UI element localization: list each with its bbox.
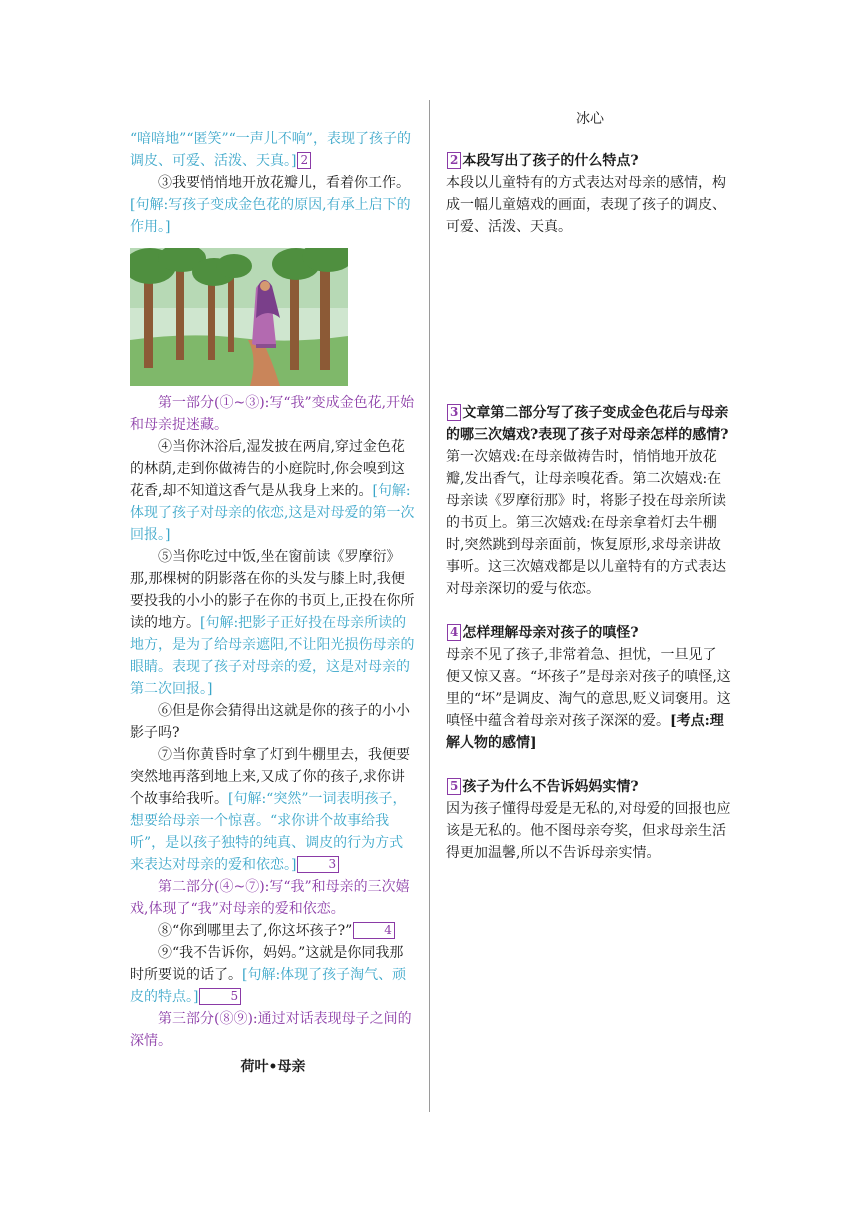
paragraph-5: ⑤当你吃过中饭,坐在窗前读《罗摩衍》那,那棵树的阴影落在你的头发与膝上时,我便要投我的小小的影子在你的书页上,正投在你所读的地方。[句解:把影子正好投在母亲所读的地方，是为了给母亲遮阳,不让阳光损伤母亲的眼睛。表现了孩子对母亲的爱，这是对母亲的第二次回报。] <box>130 549 415 697</box>
exam-point-tag: [考点:理解人物的感情] <box>446 713 724 751</box>
annotation-marker: 2 <box>297 152 311 169</box>
part-1-summary: 第一部分(①~③):写“我”变成金色花,开始和母亲捉迷藏。 <box>130 395 415 433</box>
part-3-summary: 第三部分(⑧⑨):通过对话表现母子之间的深情。 <box>130 1011 412 1049</box>
answer-4-line1: 母亲不见了孩子,非常着急、担忧，一旦见了 <box>446 647 717 663</box>
question-number: 3 <box>447 404 461 421</box>
answer-2: 本段以儿童特有的方式表达对母亲的感情，构成一幅儿童嬉戏的画面，表现了孩子的调皮、可爱、活泼、天真。 <box>446 175 726 235</box>
author-name: 冰心 <box>576 111 604 127</box>
question-4: 4 怎样理解母亲对孩子的嗔怪? 母亲不见了孩子,非常着急、担忧，一旦见了 便又惊又喜。“坏孩子”是母亲对孩子的嗔怪,这里的“坏”是调皮、淘气的意思,贬义词褒用。这嗔怪中蕴含着母亲对孩子深深的爱。[考点:理解人物的感情] <box>446 622 734 754</box>
paragraph-9: ⑨“我不告诉你，妈妈。”这就是你同我那时所要说的话了。[句解:体现了孩子淘气、顽皮的特点。] 5 <box>130 945 407 1005</box>
right-column <box>446 108 734 864</box>
part-2-summary: 第二部分(④~⑦):写“我”和母亲的三次嬉戏,体现了“我”对母亲的爱和依恋。 <box>130 879 410 917</box>
answer-4-body: 便又惊又喜。“坏孩子”是母亲对孩子的嗔怪,这里的“坏”是调皮、淘气的意思,贬义词褒用。这嗔怪中蕴含着母亲对孩子深深的爱。[考点:理解人物的感情] <box>446 669 731 751</box>
annotation-marker: 5 <box>199 988 241 1005</box>
answer-5: 因为孩子懂得母爱是无私的,对母爱的回报也应该是无私的。他不图母亲夸奖，但求母亲生活得更加温馨,所以不告诉母亲实情。 <box>446 801 731 861</box>
answer-3: 第一次嬉戏:在母亲做祷告时，悄悄地开放花瓣,发出香气，让母亲嗅花香。第二次嬉戏:在母亲读《罗摩衍那》时，将影子投在母亲所读的书页上。第三次嬉戏:在母亲拿着灯去牛棚时,突然跳到母亲面前，恢复原形,求母亲讲故事听。这三次嬉戏都是以儿童特有的方式表达对母亲深切的爱与依恋。 <box>446 449 726 597</box>
annotation-marker: 3 <box>297 856 339 873</box>
column-divider <box>429 100 430 1112</box>
paragraph-7: ⑦当你黄昏时拿了灯到牛棚里去，我便要突然地再落到地上来,又成了你的孩子,求你讲个故事给我听。[句解:“突然”一词表明孩子，想要给母亲一个惊喜。“求你讲个故事给我听”，是以孩子独特的纯真、调皮的行为方式来表达对母亲的爱和依恋。] 3 <box>130 747 410 873</box>
illustration-mother-in-forest <box>130 248 348 386</box>
paragraph-2-note: “喑喑地”“匿笑”“一声儿不响”，表现了孩子的调皮、可爱、活泼、天真。] 2 <box>130 131 411 169</box>
question-3: 3 文章第二部分写了孩子变成金色花后与母亲的哪三次嬉戏?表现了孩子对母亲怎样的感情? 第一次嬉戏:在母亲做祷告时，悄悄地开放花瓣,发出香气，让母亲嗅花香。第二次嬉戏:在母亲读《罗摩衍那》时，将影子投在母亲所读的书页上。第三次嬉戏:在母亲拿着灯去牛棚时,突然跳到母亲面前，恢复原形,求母亲讲故事听。这三次嬉戏都是以儿童特有的方式表达对母亲深切的爱与依恋。 <box>446 402 734 600</box>
question-number: 4 <box>447 624 461 641</box>
question-5: 5 孩子为什么不告诉妈妈实情? 因为孩子懂得母爱是无私的,对母爱的回报也应该是无私的。他不图母亲夸奖，但求母亲生活得更加温馨,所以不告诉母亲实情。 <box>446 776 734 864</box>
paragraph-8: ⑧“你到哪里去了,你这坏孩子?” 4 <box>130 920 416 942</box>
question-number: 5 <box>447 778 461 795</box>
question-2: 2 本段写出了孩子的什么特点? 本段以儿童特有的方式表达对母亲的感情，构成一幅儿童嬉戏的画面，表现了孩子的调皮、可爱、活泼、天真。 <box>446 150 734 238</box>
left-column <box>130 128 416 1078</box>
next-article-title: 荷叶•母亲 <box>240 1059 306 1075</box>
paragraph-3: ③我要悄悄地开放花瓣儿，看着你工作。 <box>158 175 410 191</box>
paragraph-6: ⑥但是你会猜得出这就是你的孩子的小小影子吗? <box>130 703 410 741</box>
paragraph-4: ④当你沐浴后,湿发披在两肩,穿过金色花的林荫,走到你做祷告的小庭院时,你会嗅到这花香,却不知道这香气是从我身上来的。[句解:体现了孩子对母亲的依恋,这是对母爱的第一次回报。] <box>130 439 415 543</box>
annotation-marker: 4 <box>353 922 395 939</box>
paragraph-3-note: [句解:写孩子变成金色花的原因,有承上启下的作用。] <box>130 197 411 235</box>
question-number: 2 <box>447 152 461 169</box>
